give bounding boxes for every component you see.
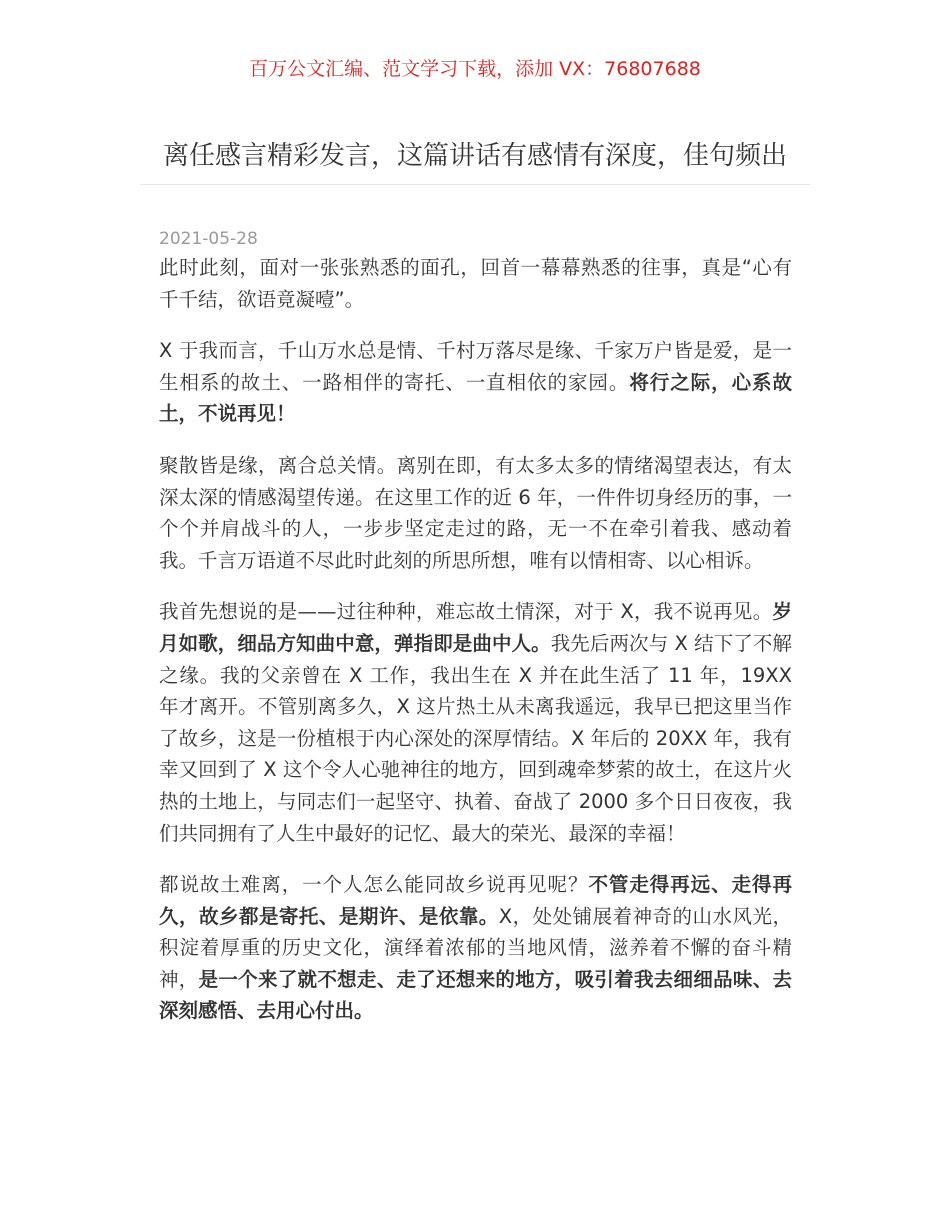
- paragraph: [159, 596, 792, 849]
- paragraph: [159, 252, 792, 315]
- paragraph: [159, 450, 792, 576]
- title-divider: [140, 184, 810, 185]
- bold-text-segment: 不管走得再远、走得再久，故乡都是寄托、是期许、是依靠。: [159, 873, 792, 928]
- publish-date: 2021-05-28: [159, 229, 258, 249]
- bold-text-segment: 将行之际，心系故土，不说再见！: [159, 370, 792, 426]
- promo-banner: 百万公文汇编、范文学习下载，添加 VX：76807688: [249, 58, 701, 80]
- paragraph: [159, 335, 792, 430]
- bold-text-segment: 是一个来了就不想走、走了还想来的地方，吸引着我去细细品味、去深刻感悟、去用心付出。: [159, 967, 792, 1023]
- text-segment: X 于我而言，千山万水总是情、千村万落尽是缘、千家万户皆是爱，是一生相系的故土、一路相伴的寄托、一直相依的家园。: [159, 339, 792, 394]
- bold-text-segment: 岁月如歌，细品方知曲中意，弹指即是曲中人。: [159, 600, 792, 655]
- text-segment: 我先后两次与 X 结下了不解之缘。我的父亲曾在 X 工作，我出生在 X 并在此生活了 11 年，19XX 年才离开。不管别离多久，X 这片热土从未离我遥远，我早已把这里当作了故乡，这是一份植根于内心深处的深厚情结。X 年后的 20XX 年，我有幸又回到了 X 这个令人心驰神往的地方，回到魂牵梦萦的故土，在这片火热的土地上，与同志们一起坚守、执着、奋战了 2000 多个日日夜夜，我们共同拥有了人生中最好的记忆、最大的荣光、最深的幸福！: [159, 631, 792, 845]
- text-segment: X，处处铺展着神奇的山水风光，积淀着厚重的历史文化，演绎着浓郁的当地风情，滋养着不懈的奋斗精神，: [159, 904, 792, 991]
- paragraph: [159, 869, 792, 1027]
- text-segment: 此时此刻，面对一张张熟悉的面孔，回首一幕幕熟悉的往事，真是“心有千千结，欲语竟凝噎”。: [159, 256, 792, 311]
- article-body: [159, 252, 792, 1047]
- text-segment: 我首先想说的是——过往种种，难忘故土情深，对于 X，我不说再见。: [159, 600, 773, 624]
- text-segment: 都说故土难离，一个人怎么能同故乡说再见呢？: [159, 873, 589, 897]
- article-title: 离任感言精彩发言，这篇讲话有感情有深度，佳句频出: [162, 141, 787, 171]
- text-segment: 聚散皆是缘，离合总关情。离别在即，有太多太多的情绪渴望表达，有太深太深的情感渴望传递。在这里工作的近 6 年，一件件切身经历的事，一个个并肩战斗的人，一步步坚定走过的路，无一不在牵引着我、感动着我。千言万语道不尽此时此刻的所思所想，唯有以情相寄、以心相诉。: [159, 453, 792, 572]
